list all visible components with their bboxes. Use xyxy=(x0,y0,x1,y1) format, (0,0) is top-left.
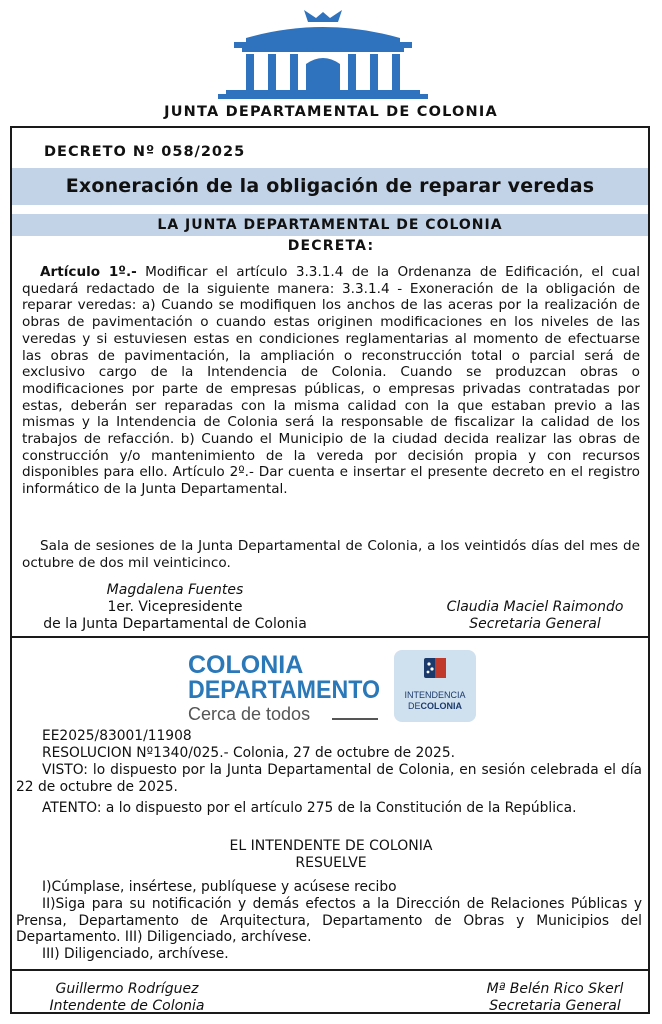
signer-name: Claudia Maciel Raimondo xyxy=(446,599,624,615)
body-heading: LA JUNTA DEPARTAMENTAL DE COLONIA xyxy=(157,217,503,233)
signer-name: Magdalena Fuentes xyxy=(106,582,244,598)
signer-name: Mª Belén Rico Skerl xyxy=(486,981,624,997)
brand-tagline: Cerca de todos xyxy=(188,704,311,724)
badge-line1: INTENDENCIA xyxy=(404,690,466,700)
junta-building-logo xyxy=(206,8,440,100)
atento-paragraph: ATENTO: a lo dispuesto por el artículo 275 de la Constitución de la República. xyxy=(42,800,577,816)
signer-role: 1er. Vicepresidente xyxy=(107,599,243,615)
institution-title: JUNTA DEPARTAMENTAL DE COLONIA xyxy=(164,104,498,120)
signer-name: Guillermo Rodríguez xyxy=(55,981,199,997)
signer-role: de la Junta Departamental de Colonia xyxy=(43,616,307,632)
decree-subject: Exoneración de la obligación de reparar veredas xyxy=(65,175,595,197)
decreta-heading: DECRETA: xyxy=(287,238,375,254)
sala-paragraph: Sala de sesiones de la Junta Departamental de Colonia, a los veintidós días del mes de octubre de dos mil veinticinco. xyxy=(22,538,640,571)
decree-number: DECRETO Nº 058/2025 xyxy=(44,144,246,160)
resuelve-heading: RESUELVE xyxy=(295,855,367,871)
badge-line2: DECOLONIA xyxy=(407,701,463,711)
subject-banner xyxy=(12,168,648,205)
brand-line1: COLONIA xyxy=(188,651,304,679)
resolution-item-2: II)Siga para su notificación y demás efectos a la Dirección de Relaciones Públicas y Prensa, Departamento de Arquitectura, Departamento de Obras y Municipios del Departamento. III) Diligenciado, archívese. xyxy=(16,896,642,946)
intendente-heading: EL INTENDENTE DE COLONIA xyxy=(229,838,433,854)
section-divider xyxy=(12,636,648,638)
signature-left-bottom xyxy=(22,981,232,1015)
signature-right-bottom xyxy=(460,981,650,1015)
signer-role: Intendente de Colonia xyxy=(49,998,205,1014)
resolution-item-1: I)Cúmplase, insértese, publíquese y acúsese recibo xyxy=(42,879,397,895)
resolution-number: RESOLUCION Nº1340/025.- Colonia, 27 de octubre de 2025. xyxy=(42,745,455,761)
brand-line2: DEPARTAMENTO xyxy=(188,676,380,704)
resolution-item-3: III) Diligenciado, archívese. xyxy=(42,946,229,962)
article-paragraph xyxy=(22,264,640,498)
signature-right-top xyxy=(430,599,640,633)
body-heading-banner xyxy=(12,214,648,236)
signer-role: Secretaria General xyxy=(469,616,601,632)
signature-left-top xyxy=(20,582,330,633)
expediente-number: EE2025/83001/11908 xyxy=(42,728,192,744)
signer-role: Secretaria General xyxy=(489,998,621,1014)
section-divider xyxy=(12,969,648,971)
article-text: Modificar el artículo 3.3.1.4 de la Ordenanza de Edificación, el cual quedará redactado de la siguiente manera: 3.3.1.4 - Exoneración de la obligación de reparar veredas: a) Cuando se modifiquen los anchos de las aceras por la realización de obras de pavimentación o cuando estas originen modificaciones en los niveles de las veredas y si estuviesen estas en condiciones reglamentarias al momento de efectuarse las obras de pavimentación, la ampliación o reconstrucción total o parcial será de exclusivo cargo de la Intendencia de Colonia. Cuando se produzcan obras o modificaciones por parte de empresas públicas, o empresas privadas contratadas por estas, deberán ser reparadas con la misma calidad con la que estaban previo a las mismas y la Intendencia de Colonia será la responsable de fiscalizar la calidad de los trabajos de refacción. b) Cuando el Municipio de la ciudad decida realizar las obras de construcción y/o mantenimiento de la vereda por decisión propia y con recursos disponibles para ello. Artículo 2º.- Dar cuenta e insertar el presente decreto en el registro informático de la Junta Departamental. xyxy=(22,264,640,498)
colonia-departamento-logo xyxy=(186,648,476,726)
article-label: Artículo 1º.- xyxy=(40,264,137,280)
visto-paragraph: VISTO: lo dispuesto por la Junta Departamental de Colonia, en sesión celebrada el día 22 de octubre de 2025. xyxy=(16,762,642,795)
